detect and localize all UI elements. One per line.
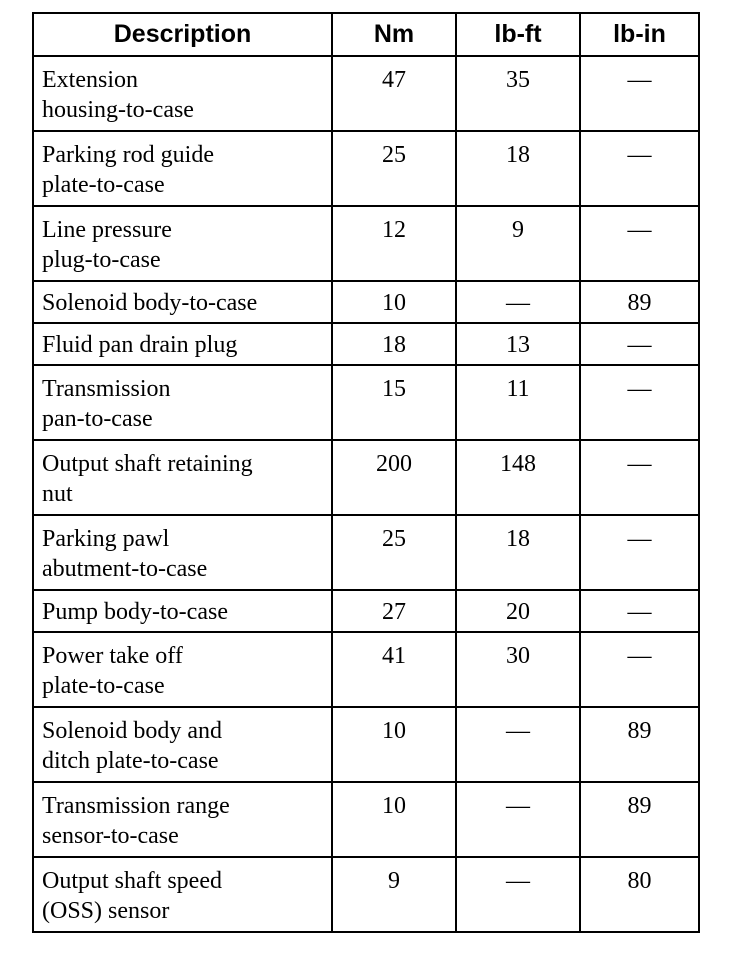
header-lbin: lb-in (580, 13, 699, 56)
table-header-row (33, 13, 699, 56)
description-line: Solenoid body-to-case (42, 290, 258, 316)
table-body (33, 56, 699, 932)
torque-spec-table (32, 12, 700, 933)
cell-lbin: 80 (580, 857, 699, 932)
description-line: Output shaft retaining (42, 451, 253, 477)
cell-lbin: — (580, 515, 699, 590)
cell-nm: 10 (332, 707, 456, 782)
table-row (33, 206, 699, 281)
cell-nm: 18 (332, 323, 456, 365)
table-row (33, 632, 699, 707)
description-line: (OSS) sensor (42, 898, 170, 924)
cell-nm: 12 (332, 206, 456, 281)
table-row (33, 782, 699, 857)
description-line: abutment-to-case (42, 556, 208, 582)
cell-description (33, 782, 332, 857)
cell-lbin: — (580, 440, 699, 515)
cell-nm: 15 (332, 365, 456, 440)
description-line: Transmission range (42, 793, 230, 819)
cell-lbft: 18 (456, 515, 580, 590)
table-row (33, 707, 699, 782)
cell-lbft: — (456, 782, 580, 857)
description-line: Parking rod guide (42, 142, 214, 168)
cell-lbft: 13 (456, 323, 580, 365)
description-line: Pump body-to-case (42, 599, 228, 625)
cell-lbin: — (580, 365, 699, 440)
header-lbft: lb-ft (456, 13, 580, 56)
cell-nm: 27 (332, 590, 456, 632)
table-row (33, 323, 699, 365)
description-line: pan-to-case (42, 406, 153, 432)
description-line: Transmission (42, 376, 171, 402)
description-line: housing-to-case (42, 97, 194, 123)
cell-nm: 9 (332, 857, 456, 932)
cell-lbin: — (580, 56, 699, 131)
cell-description (33, 206, 332, 281)
cell-lbft: 20 (456, 590, 580, 632)
cell-lbft: 9 (456, 206, 580, 281)
cell-description (33, 131, 332, 206)
cell-lbin: — (580, 206, 699, 281)
description-line: sensor-to-case (42, 823, 179, 849)
description-line: Parking pawl (42, 526, 170, 552)
table-row (33, 56, 699, 131)
cell-description (33, 323, 332, 365)
cell-nm: 47 (332, 56, 456, 131)
cell-nm: 10 (332, 782, 456, 857)
cell-description (33, 56, 332, 131)
cell-lbft: 18 (456, 131, 580, 206)
description-line: Output shaft speed (42, 868, 222, 894)
cell-lbin: — (580, 632, 699, 707)
header-nm: Nm (332, 13, 456, 56)
cell-lbft: — (456, 281, 580, 323)
cell-description (33, 281, 332, 323)
description-line: Extension (42, 67, 138, 93)
cell-lbin: — (580, 590, 699, 632)
cell-nm: 200 (332, 440, 456, 515)
table-row (33, 515, 699, 590)
table-row (33, 857, 699, 932)
description-line: ditch plate-to-case (42, 748, 219, 774)
cell-lbin: 89 (580, 782, 699, 857)
description-line: nut (42, 481, 73, 507)
cell-lbin: 89 (580, 281, 699, 323)
cell-lbft: 35 (456, 56, 580, 131)
cell-lbin: 89 (580, 707, 699, 782)
cell-description (33, 590, 332, 632)
cell-nm: 10 (332, 281, 456, 323)
cell-lbft: — (456, 857, 580, 932)
cell-description (33, 365, 332, 440)
table-row (33, 281, 699, 323)
description-line: Solenoid body and (42, 718, 222, 744)
description-line: Power take off (42, 643, 183, 669)
cell-description (33, 632, 332, 707)
cell-description (33, 515, 332, 590)
description-line: plate-to-case (42, 673, 165, 699)
cell-lbin: — (580, 323, 699, 365)
cell-lbft: 30 (456, 632, 580, 707)
description-line: plate-to-case (42, 172, 165, 198)
cell-lbft: — (456, 707, 580, 782)
cell-lbft: 11 (456, 365, 580, 440)
cell-lbft: 148 (456, 440, 580, 515)
cell-description (33, 440, 332, 515)
cell-description (33, 857, 332, 932)
cell-nm: 25 (332, 515, 456, 590)
cell-lbin: — (580, 131, 699, 206)
description-line: Line pressure (42, 217, 172, 243)
table-row (33, 131, 699, 206)
cell-description (33, 707, 332, 782)
cell-nm: 41 (332, 632, 456, 707)
description-line: Fluid pan drain plug (42, 332, 238, 358)
cell-nm: 25 (332, 131, 456, 206)
header-description: Description (33, 13, 332, 56)
table-row (33, 365, 699, 440)
description-line: plug-to-case (42, 247, 161, 273)
table-row (33, 590, 699, 632)
table-row (33, 440, 699, 515)
